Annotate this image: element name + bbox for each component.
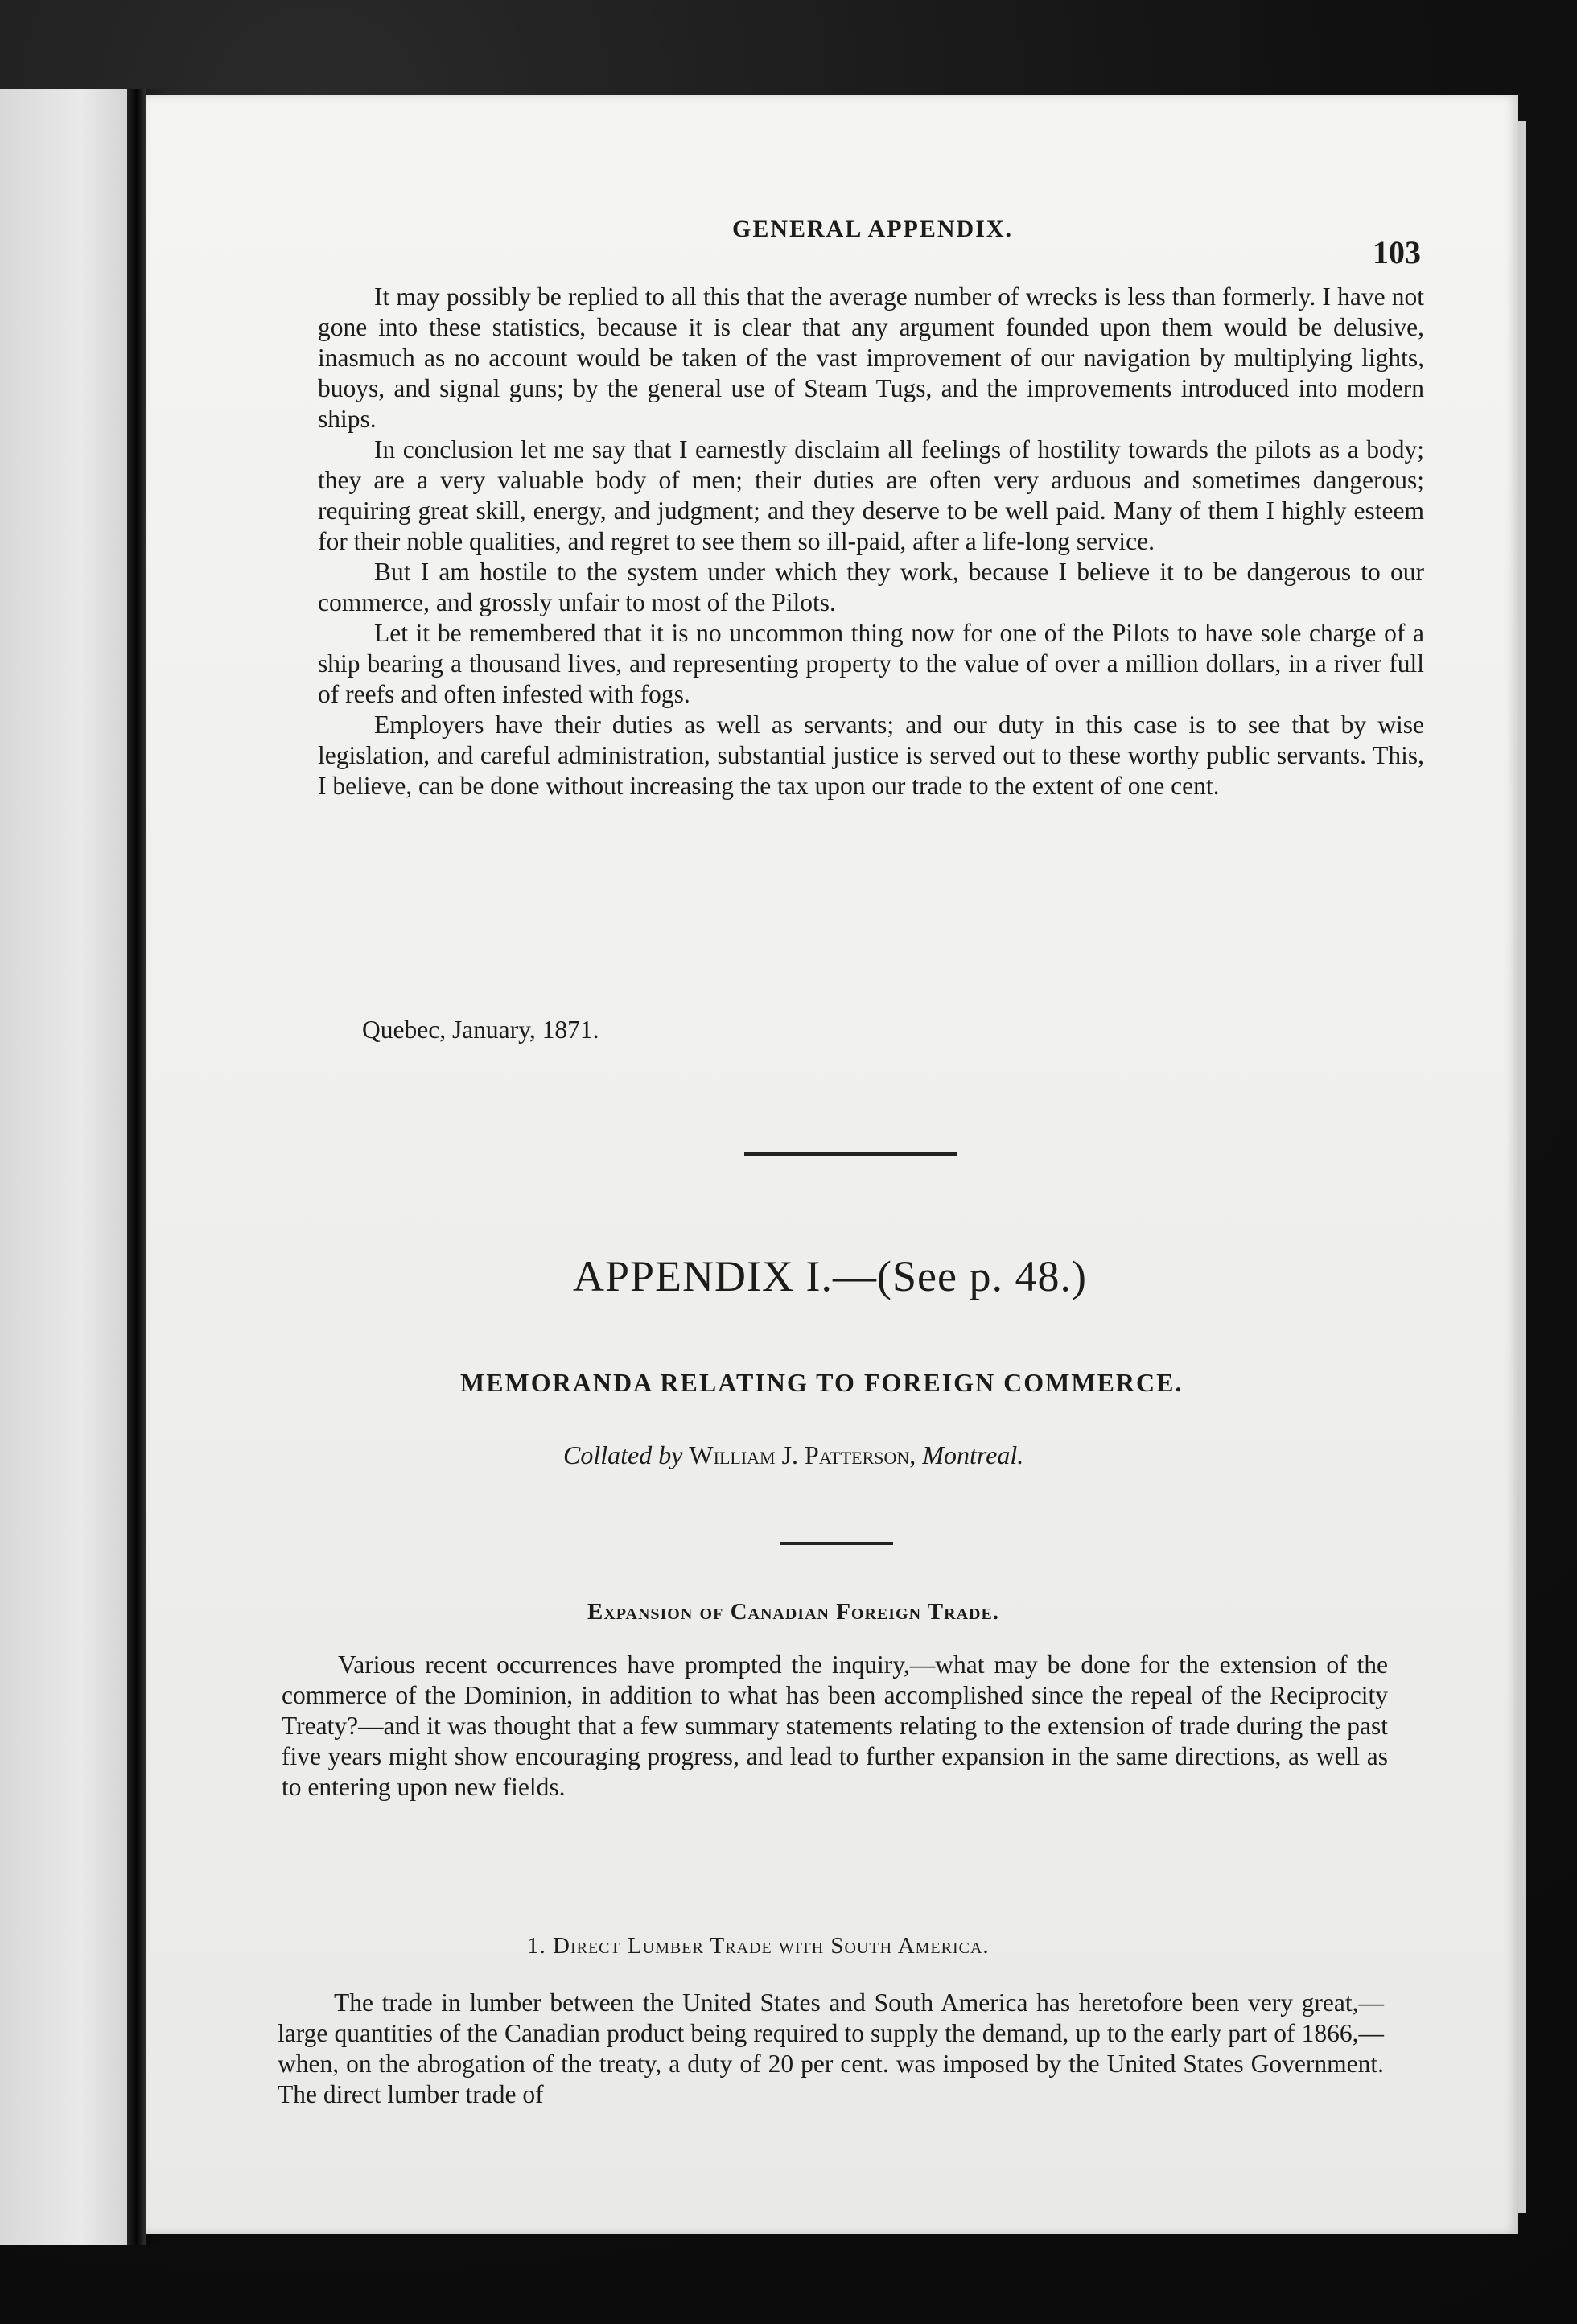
page-right-edge bbox=[1518, 121, 1526, 2213]
running-title: GENERAL APPENDIX. bbox=[732, 216, 1014, 242]
short-divider-rule bbox=[780, 1542, 893, 1545]
collated-line bbox=[563, 1440, 1023, 1470]
appendix-title: APPENDIX I.—(See p. 48.) bbox=[573, 1252, 1087, 1300]
section-divider-rule bbox=[744, 1152, 957, 1156]
book-gutter bbox=[127, 89, 146, 2245]
collated-author: William J. Patterson, bbox=[689, 1440, 916, 1469]
appendix-subtitle: MEMORANDA RELATING TO FOREIGN COMMERCE. bbox=[460, 1368, 1184, 1397]
facing-page-edge bbox=[0, 89, 137, 2245]
collated-prefix: Collated by bbox=[563, 1440, 683, 1469]
lumber-text bbox=[278, 1988, 1384, 2110]
conclusion-text bbox=[318, 282, 1424, 801]
dateline: Quebec, January, 1871. bbox=[362, 1016, 599, 1044]
paragraph-conclusion: In conclusion let me say that I earnestly disclaim all feelings of hostility towards the pilots as a body; they are a very valuable body of men; their duties are often very arduous and sometimes dangerous; requiring great skill, energy, and judgment; and they deserve to be well paid. Many of them I highly esteem for their noble qualities, and regret to see them so ill-paid, after a life-long service. bbox=[318, 435, 1424, 555]
section-heading: Expansion of Canadian Foreign Trade. bbox=[587, 1599, 1000, 1625]
paragraph-remembered: Let it be remembered that it is no uncommon thing now for one of the Pilots to have sole charge of a ship bearing a thousand lives, and representing property to the value of over a million dollars, in a river full of reefs and often infested with fogs. bbox=[318, 619, 1424, 708]
subsection-heading: 1. Direct Lumber Trade with South America. bbox=[527, 1933, 990, 1959]
paragraph-hostile: But I am hostile to the system under which they work, because I believe it to be dangerous to our commerce, and grossly unfair to most of the Pilots. bbox=[318, 558, 1424, 616]
paragraph-employers: Employers have their duties as well as servants; and our duty in this case is to see that by wise legislation, and careful administration, substantial justice is served out to these worthy public servants. This, I believe, can be done without increasing the tax upon our trade to the extent of one cent. bbox=[318, 711, 1424, 800]
page-number: 103 bbox=[1373, 234, 1421, 270]
paragraph-intro: Various recent occurrences have prompted the inquiry,—what may be done for the extension of the commerce of the Dominion, in addition to what has been accomplished since the repeal of the Reciprocity Treaty?—and it was thought that a few summary statements relating to the extension of trade during the past five years might show encouraging progress, and lead to further expansion in the same directions, as well as to entering upon new fields. bbox=[282, 1650, 1388, 1801]
paragraph-lumber: The trade in lumber between the United States and South America has heretofore been very great,—large quantities of the Canadian product being required to supply the demand, up to the early part of 1866,—when, on the abrogation of the treaty, a duty of 20 per cent. was imposed by the United States Government. The direct lumber trade of bbox=[278, 1988, 1384, 2108]
collated-place: Montreal. bbox=[922, 1440, 1024, 1469]
paragraph-wrecks: It may possibly be replied to all this that the average number of wrecks is less than formerly. I have not gone into these statistics, because it is clear that any argument founded upon them would be delusive, inasmuch as no account would be taken of the vast improvement of our navigation by multiplying lights, buoys, and signal guns; by the general use of Steam Tugs, and the improvements introduced into modern ships. bbox=[318, 282, 1424, 433]
intro-text bbox=[282, 1650, 1388, 1803]
